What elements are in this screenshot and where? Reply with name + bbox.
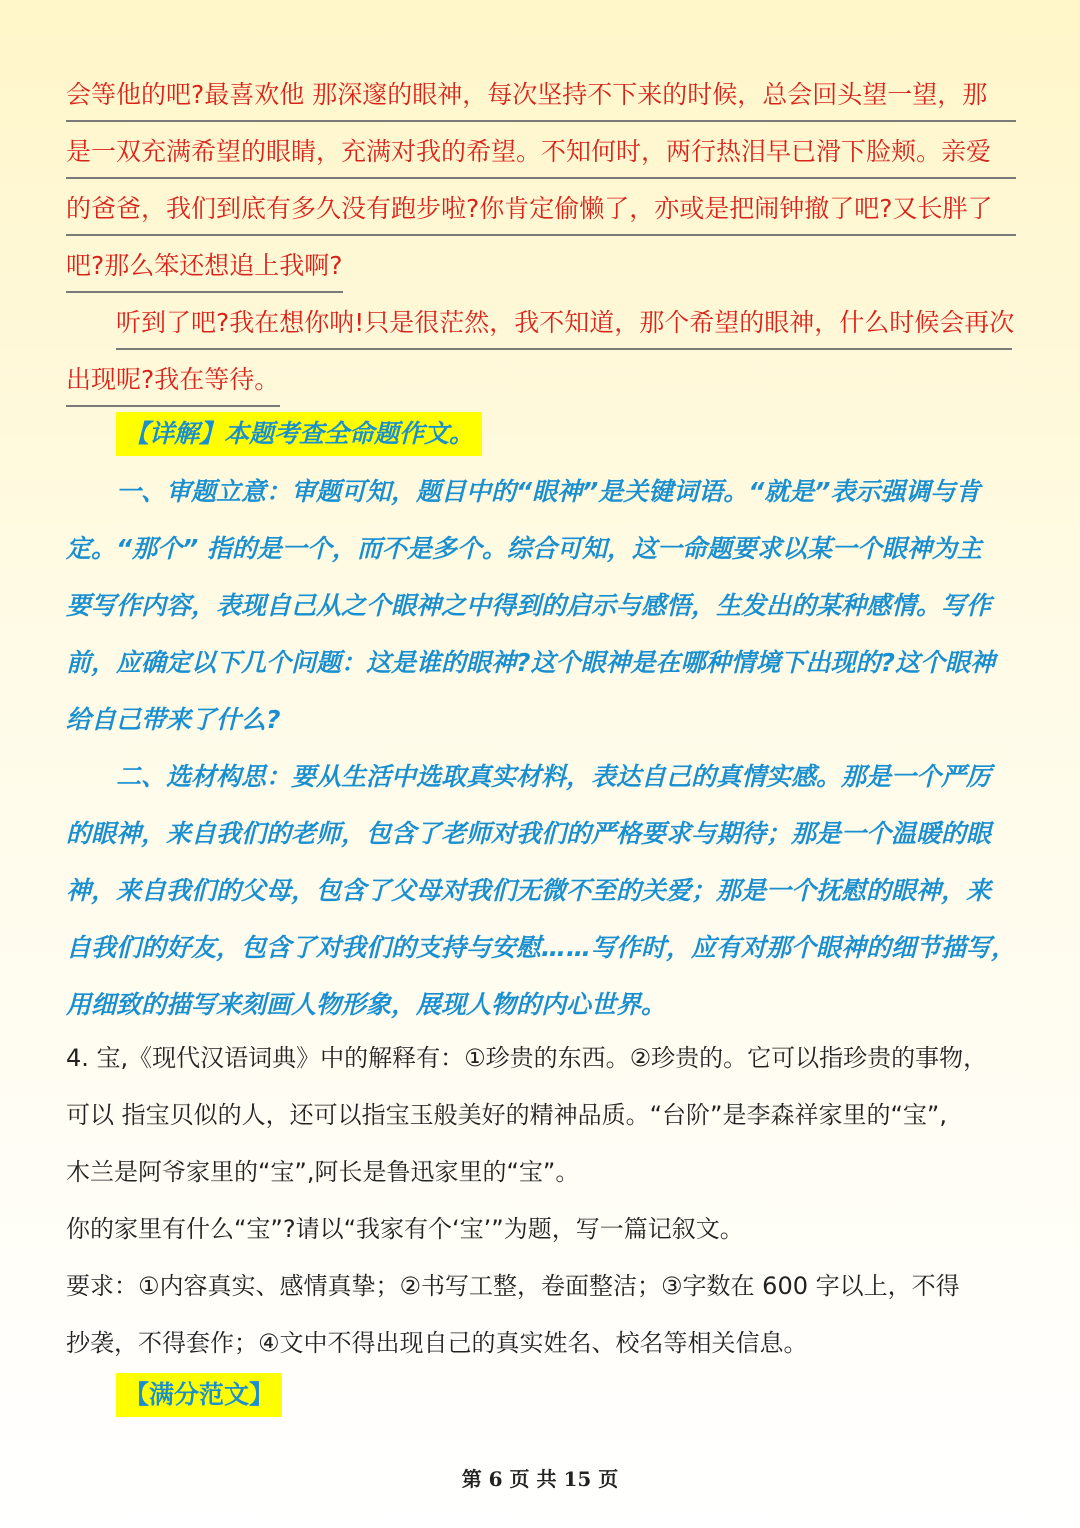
analysis-line: 要写作内容，表现自己从之个眼神之中得到的启示与感悟，生发出的某种感情。写作 bbox=[66, 591, 992, 620]
analysis-line: 用细致的描写来刻画人物形象，展现人物的内心世界。 bbox=[66, 990, 667, 1019]
analysis-line: 一、审题立意：审题可知，题目中的“眼神”是关键词语。“就是”表示强调与肯 bbox=[116, 477, 981, 506]
page-number: 第 6 页 共 15 页 bbox=[461, 1467, 619, 1491]
analysis-line: 神，来自我们的父母，包含了父母对我们无微不至的关爱；那是一个抚慰的眼神，来 bbox=[66, 876, 992, 905]
analysis-line: 前，应确定以下几个问题：这是谁的眼神?这个眼神是在哪种情境下出现的?这个眼神 bbox=[66, 648, 996, 677]
question-line: 抄袭，不得套作；④文中不得出现自己的真实姓名、校名等相关信息。 bbox=[66, 1329, 808, 1357]
essay-line: 吧?那么笨还想追上我啊? bbox=[66, 237, 1016, 294]
question-line: 4. 宝,《现代汉语词典》中的解释有：①珍贵的东西。②珍贵的。它可以指珍贵的事物， bbox=[66, 1044, 988, 1072]
analysis-body bbox=[66, 463, 1018, 1033]
analysis-line: 的眼神，来自我们的老师，包含了老师对我们的严格要求与期待；那是一个温暖的眼 bbox=[66, 819, 992, 848]
analysis-line: 自我们的好友，包含了对我们的支持与安慰……写作时，应有对那个眼神的细节描写， bbox=[66, 933, 1017, 962]
analysis-line: 给自己带来了什么? bbox=[66, 705, 281, 734]
essay-line: 是一双充满希望的眼睛，充满对我的希望。不知何时，两行热泪早已滑下脸颊。亲爱 bbox=[66, 123, 1016, 180]
essay-line: 出现呢?我在等待。 bbox=[66, 351, 1016, 408]
question-line: 你的家里有什么“宝”?请以“我家有个‘宝’”为题，写一篇记叙文。 bbox=[66, 1215, 744, 1243]
model-essay-heading: 【满分范文】 bbox=[116, 1373, 282, 1417]
essay-line: 会等他的吧?最喜欢他 那深邃的眼神，每次坚持不下来的时候，总会回头望一望，那 bbox=[66, 66, 1016, 123]
analysis-line: 二、选材构思：要从生活中选取真实材料，表达自己的真情实感。那是一个严厉 bbox=[116, 762, 992, 791]
essay-line: 的爸爸，我们到底有多久没有跑步啦?你肯定偷懒了，亦或是把闹钟撤了吧?又长胖了 bbox=[66, 180, 1016, 237]
question-line: 要求：①内容真实、感情真挚；②书写工整，卷面整洁；③字数在 600 字以上，不得 bbox=[66, 1272, 960, 1300]
question-line: 可以 指宝贝似的人，还可以指宝玉般美好的精神品质。“台阶”是李森祥家里的“宝”, bbox=[66, 1101, 947, 1129]
analysis-heading: 【详解】本题考查全命题作文。 bbox=[116, 412, 482, 456]
essay-ending bbox=[66, 66, 1016, 408]
question-line: 木兰是阿爷家里的“宝”,阿长是鲁迅家里的“宝”。 bbox=[66, 1158, 580, 1186]
question-4 bbox=[66, 1030, 1018, 1372]
essay-line: 听到了吧?我在想你呐!只是很茫然，我不知道，那个希望的眼神，什么时候会再次 bbox=[66, 294, 1016, 351]
analysis-line: 定。“那个” 指的是一个，而不是多个。综合可知，这一命题要求以某一个眼神为主 bbox=[66, 534, 982, 563]
